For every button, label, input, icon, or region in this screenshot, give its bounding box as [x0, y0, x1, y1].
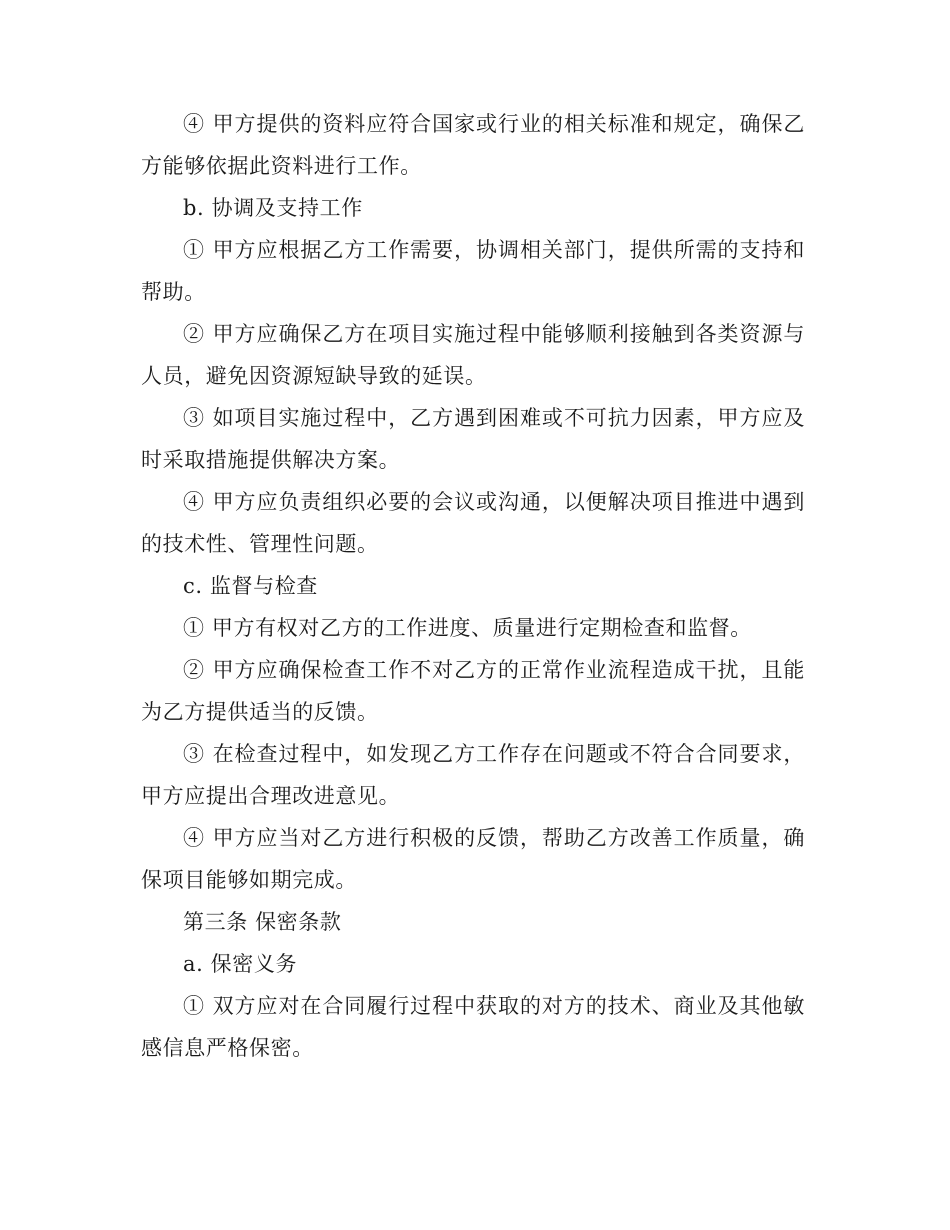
paragraph-provided-materials-standards: ④ 甲方提供的资料应符合国家或行业的相关标准和规定，确保乙方能够依据此资料进行工作。: [141, 112, 805, 178]
article-heading-confidentiality: 第三条 保密条款: [183, 910, 342, 934]
section-heading-confidentiality-obligation: a. 保密义务: [183, 952, 298, 976]
paragraph-supervision-4: ④ 甲方应当对乙方进行积极的反馈，帮助乙方改善工作质量，确保项目能够如期完成。: [141, 826, 805, 892]
section-heading-coordination: b. 协调及支持工作: [183, 196, 363, 220]
paragraph-coordination-4: ④ 甲方应负责组织必要的会议或沟通，以便解决项目推进中遇到的技术性、管理性问题。: [141, 490, 805, 556]
paragraph-supervision-3: ③ 在检查过程中，如发现乙方工作存在问题或不符合合同要求，甲方应提出合理改进意见。: [141, 742, 805, 808]
paragraph-coordination-1: ① 甲方应根据乙方工作需要，协调相关部门，提供所需的支持和帮助。: [141, 238, 805, 304]
section-heading-supervision: c. 监督与检查: [183, 574, 318, 598]
paragraph-confidentiality-1: ① 双方应对在合同履行过程中获取的对方的技术、商业及其他敏感信息严格保密。: [141, 994, 805, 1060]
paragraph-supervision-2: ② 甲方应确保检查工作不对乙方的正常作业流程造成干扰，且能为乙方提供适当的反馈。: [141, 658, 805, 724]
paragraph-coordination-2: ② 甲方应确保乙方在项目实施过程中能够顺利接触到各类资源与人员，避免因资源短缺导致的延误。: [141, 322, 805, 388]
paragraph-supervision-1: ① 甲方有权对乙方的工作进度、质量进行定期检查和监督。: [183, 616, 752, 640]
document-body: [141, 103, 805, 1069]
paragraph-coordination-3: ③ 如项目实施过程中，乙方遇到困难或不可抗力因素，甲方应及时采取措施提供解决方案。: [141, 406, 805, 472]
